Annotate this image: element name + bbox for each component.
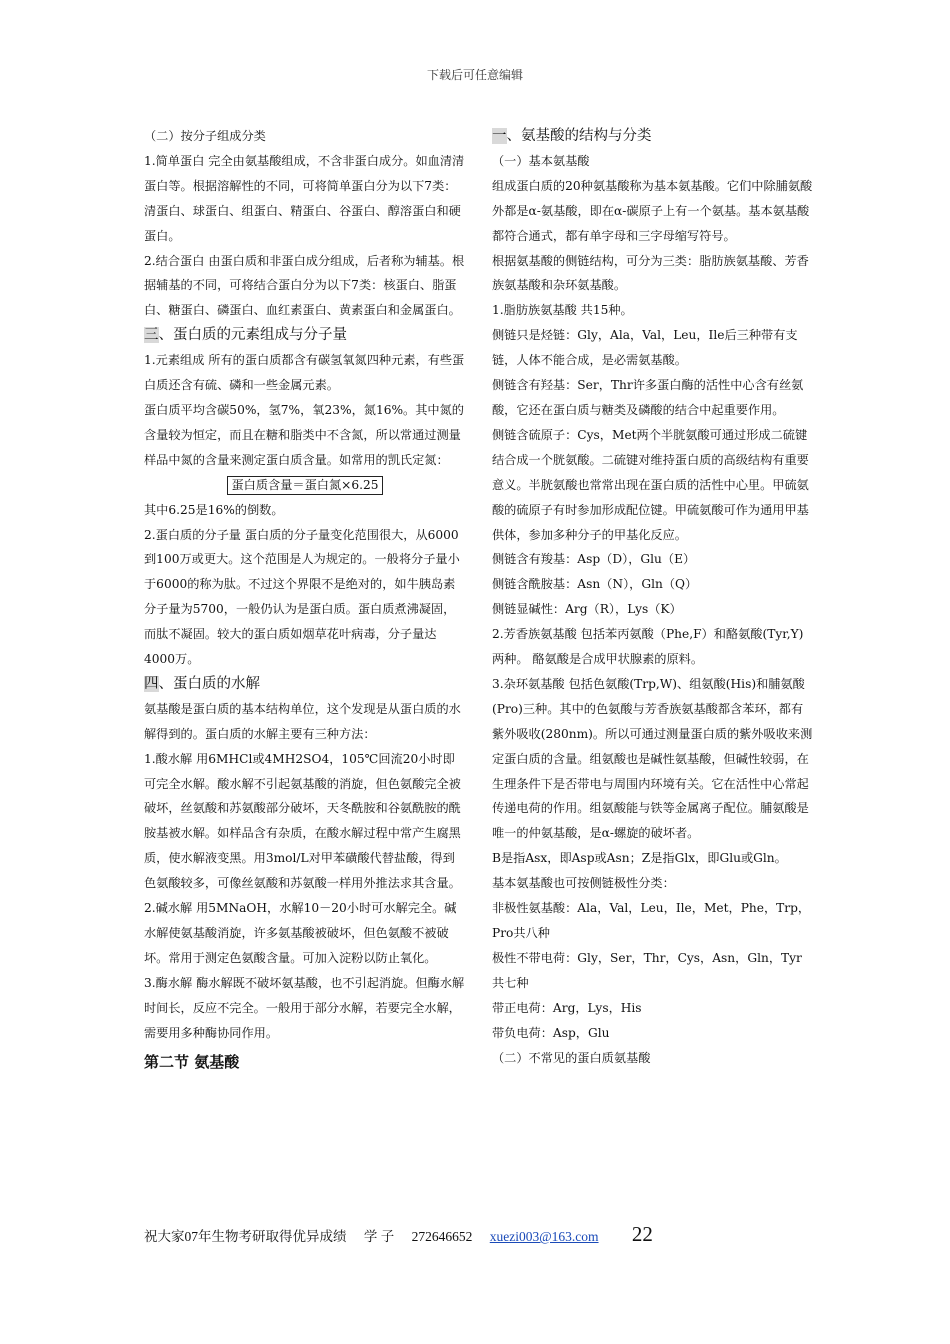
paragraph: 根据氨基酸的侧链结构，可分为三类：脂肪族氨基酸、芳香族氨基酸和杂环氨基酸。 (492, 253, 809, 293)
paragraph: 1.酸水解 用6MHCl或4MH2SO4，105℃回流20小时即可完全水解。酸水解不引起氨基酸的消旋，但色氨酸完全被破坏，丝氨酸和苏氨酸部分破坏，天冬酰胺和谷氨酰胺的酰胺基被水解。如样品含有杂质，在酸水解过程中常产生腐黑质，使水解液变黑。用3mol/L对甲苯磺酸代替盐酸，得到色氨酸较多，可像丝氨酸和苏氨酸一样用外推法求其含量。 (144, 751, 461, 891)
paragraph: 带正电荷：Arg，Lys，His (492, 1000, 642, 1015)
paragraph: 侧链含酰胺基：Asn（N），Gln（Q） (492, 577, 698, 592)
footer-author: 学 子 (363, 1229, 395, 1244)
subsection-heading: （一）基本氨基酸 (492, 153, 590, 168)
paragraph: 侧链含有羧基：Asp（D），Glu（E） (492, 552, 696, 567)
section-heading: 四、蛋白质的水解 (144, 675, 260, 692)
paragraph: 1.脂肪族氨基酸 共15种。 (492, 303, 633, 318)
footer-slogan: 祝大家07年生物考研取得优异成绩 (144, 1229, 347, 1244)
footer-qq: 272646652 (411, 1229, 473, 1244)
paragraph: 侧链含有羟基：Ser，Thr许多蛋白酶的活性中心含有丝氨酸，它还在蛋白质与糖类及磷酸的结合中起重要作用。 (492, 378, 804, 417)
section-heading: 三、蛋白质的元素组成与分子量 (144, 327, 347, 344)
section-heading: 一、氨基酸的结构与分类 (492, 128, 652, 144)
paragraph: 2.碱水解 用5MNaOH，水解10－20小时可水解完全。碱水解使氨基酸消旋，许多氨基酸被破坏，但色氨酸不被破坏。常用于测定色氨酸含量。可加入淀粉以防止氧化。 (144, 901, 457, 965)
subsection-heading: （二）不常见的蛋白质氨基酸 (492, 1050, 651, 1065)
paragraph: 2.芳香族氨基酸 包括苯丙氨酸（Phe,F）和酪氨酸(Tyr,Y)两种。 酪氨酸是合成甲状腺素的原料。 (492, 627, 804, 667)
paragraph: 其中6.25是16%的倒数。 (144, 502, 284, 517)
page-number: 22 (631, 1222, 653, 1246)
page-header: 下载后可任意编辑 (426, 68, 523, 82)
paragraph: 2.蛋白质的分子量 蛋白质的分子量变化范围很大，从6000到100万或更大。这个范围是人为规定的。一般将分子量小于6000的称为肽。不过这个界限不是绝对的，如牛胰岛素分子量为5700，一般仍认为是蛋白质。蛋白质煮沸凝固，而肽不凝固。较大的蛋白质如烟草花叶病毒，分子量达4000万。 (144, 527, 460, 667)
left-column (144, 124, 466, 1074)
chapter-section-title: 第二节 氨基酸 (144, 1052, 240, 1071)
paragraph: 带负电荷：Asp，Glu (492, 1025, 610, 1040)
paragraph: 侧链含硫原子：Cys，Met两个半胱氨酸可通过形成二硫键结合成一个胱氨酸。二硫键对维持蛋白质的高级结构有重要意义。半胱氨酸也常常出现在蛋白质的活性中心里。甲硫氨酸的硫原子有时参加形成配位键。甲硫氨酸可作为通用甲基供体，参加多种分子的甲基化反应。 (492, 427, 809, 542)
subsection-heading: （二）按分子组成分类 (144, 129, 266, 143)
highlighted-numeral: 一 (492, 128, 507, 144)
paragraph: 2.结合蛋白 由蛋白质和非蛋白成分组成，后者称为辅基。根据辅基的不同，可将结合蛋白分为以下7类：核蛋白、脂蛋白、糖蛋白、磷蛋白、血红素蛋白、黄素蛋白和金属蛋白。 (144, 253, 465, 318)
paragraph: 非极性氨基酸：Ala，Val，Leu，Ile，Met，Phe，Trp，Pro共八种 (492, 901, 811, 940)
paragraph: 1.元素组成 所有的蛋白质都含有碳氢氧氮四种元素，有些蛋白质还含有硫、磷和一些金属元素。 (144, 353, 465, 393)
page-footer (144, 1222, 704, 1247)
paragraph: 极性不带电荷：Gly，Ser，Thr，Cys，Asn，Gln，Tyr共七种 (492, 950, 802, 990)
paragraph: 侧链显碱性：Arg（R），Lys（K） (492, 602, 682, 617)
highlighted-numeral: 四 (144, 675, 159, 692)
footer-email-link[interactable]: xuezi003@163.com (489, 1229, 599, 1244)
formula-box: 蛋白质含量＝蛋白氮×6.25 (227, 476, 382, 495)
paragraph: 氨基酸是蛋白质的基本结构单位，这个发现是从蛋白质的水解得到的。蛋白质的水解主要有三种方法： (144, 701, 461, 741)
paragraph: 3.酶水解 酶水解既不破坏氨基酸，也不引起消旋。但酶水解时间长，反应不完全。一般用于部分水解，若要完全水解，需要用多种酶协同作用。 (144, 975, 465, 1040)
paragraph: 侧链只是烃链：Gly，Ala，Val，Leu，Ile后三种带有支链，人体不能合成，是必需氨基酸。 (492, 328, 798, 368)
formula-line (144, 473, 466, 498)
paragraph: 3.杂环氨基酸 包括色氨酸(Trp,W)、组氨酸(His)和脯氨酸(Pro)三种。其中的色氨酸与芳香族氨基酸都含苯环，都有紫外吸收(280nm)。所以可通过测量蛋白质的紫外吸收来测定蛋白质的含量。组氨酸也是碱性氨基酸，但碱性较弱，在生理条件下是否带电与周围内环境有关。它在活性中心常起传递电荷的作用。组氨酸能与铁等金属离子配位。脯氨酸是唯一的仲氨基酸，是α-螺旋的破坏者。 (492, 676, 813, 841)
paragraph: 基本氨基酸也可按侧链极性分类： (492, 876, 675, 891)
paragraph: 蛋白质平均含碳50%，氢7%，氧23%，氮16%。其中氮的含量较为恒定，而且在糖和脂类中不含氮，所以常通过测量样品中氮的含量来测定蛋白质含量。如常用的凯氏定氮： (144, 402, 464, 467)
paragraph: 1.简单蛋白 完全由氨基酸组成，不含非蛋白成分。如血清清蛋白等。根据溶解性的不同，可将简单蛋白分为以下7类：清蛋白、球蛋白、组蛋白、精蛋白、谷蛋白、醇溶蛋白和硬蛋白。 (144, 153, 465, 243)
paragraph: 组成蛋白质的20种氨基酸称为基本氨基酸。它们中除脯氨酸外都是α-氨基酸，即在α-碳原子上有一个氨基。基本氨基酸都符合通式，都有单字母和三字母缩写符号。 (492, 178, 813, 243)
paragraph: B是指Asx，即Asp或Asn；Z是指Glx，即Glu或Gln。 (492, 851, 787, 866)
highlighted-numeral: 三 (144, 327, 159, 344)
right-column (492, 124, 814, 1070)
